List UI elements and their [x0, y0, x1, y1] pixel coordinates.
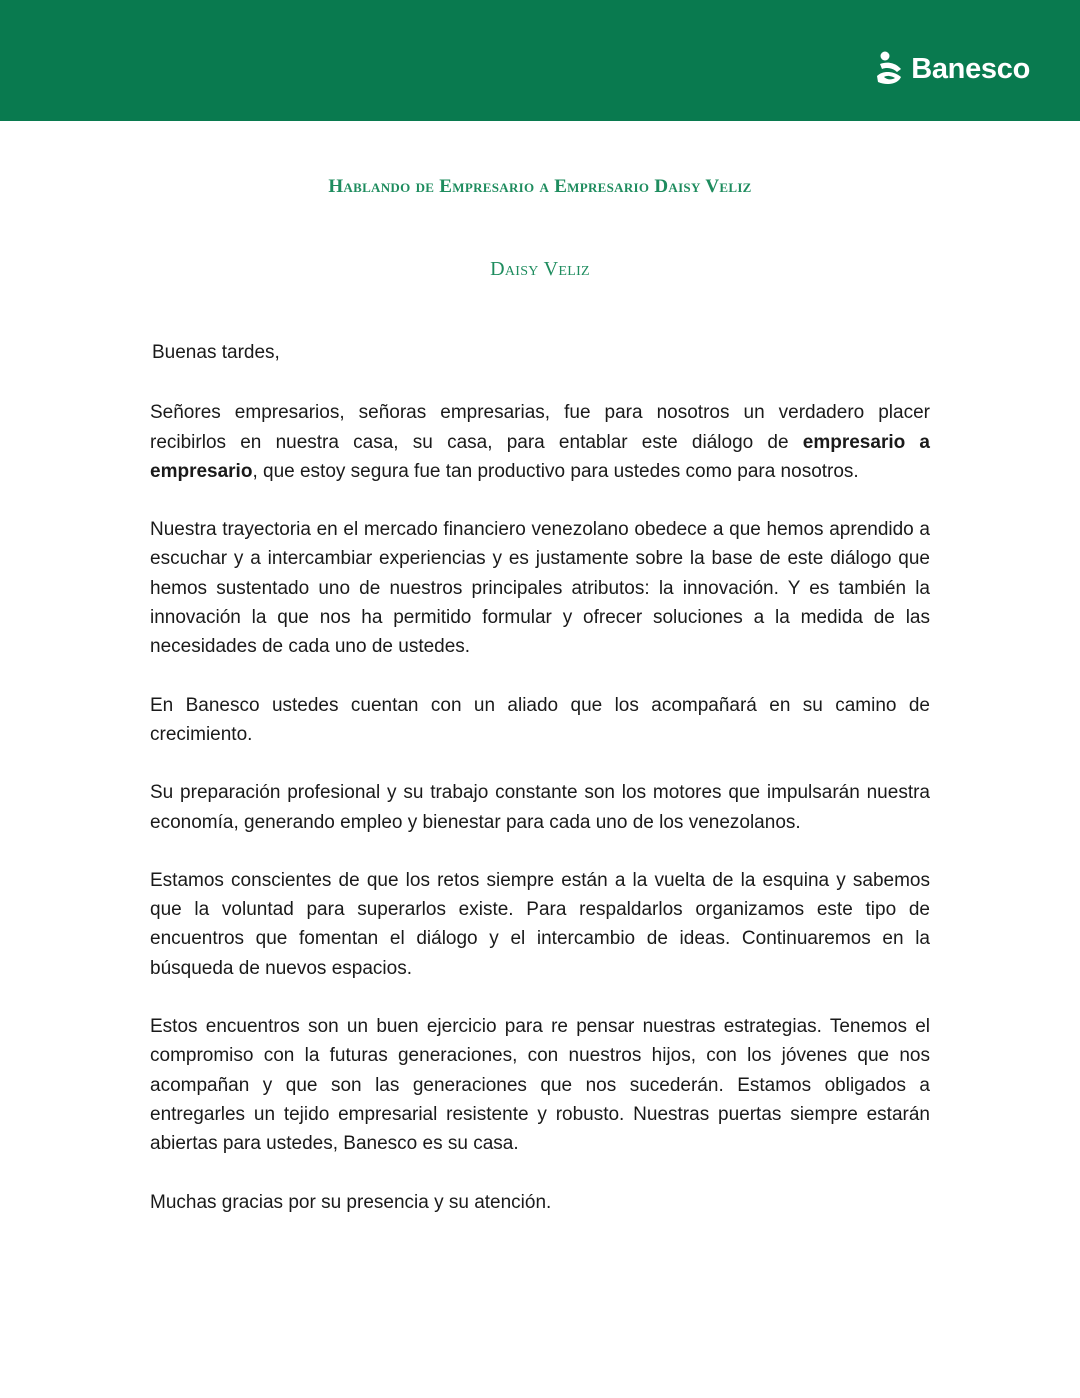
- paragraph-1-emphasis: empresario a empresario: [150, 431, 931, 482]
- banesco-figure-icon: [874, 49, 908, 89]
- paragraph-4: Su preparación profesional y su trabajo constante son los motores que impulsarán nuestra economía, generando empleo y bienestar para cada uno de los venezolanos.: [150, 782, 930, 833]
- brand-name: Banesco: [911, 53, 1030, 85]
- letter-body: [150, 338, 930, 1246]
- closing: Muchas gracias por su presencia y su atención.: [150, 1191, 552, 1213]
- paragraph-2: Nuestra trayectoria en el mercado financiero venezolano obedece a que hemos aprendido a escuchar y a intercambiar experiencias y es justamente sobre la base de este diálogo que hemos sustentado uno de nuestros principales atributos: la innovación. Y es también la innovación la que nos ha permitido formular y ofrecer soluciones a la medida de las necesidades de cada uno de ustedes.: [150, 519, 930, 658]
- paragraph-6: Estos encuentros son un buen ejercicio para re pensar nuestras estrategias. Tenemos el compromiso con la futuras generaciones, con nuestros hijos, con los jóvenes que nos acompañan y que son las generaciones que nos sucederán. Estamos obligados a entregarles un tejido empresarial resistente y robusto. Nuestras puertas siempre estarán abiertas para ustedes, Banesco es su casa.: [150, 1016, 930, 1155]
- paragraph-1-start: Señores empresarios, señoras empresarias, fue para nosotros un verdadero placer recibirlos en nuestra casa, su casa, para entablar este diálogo de: [150, 402, 930, 453]
- paragraph-1: [150, 398, 930, 486]
- page-header: [0, 0, 1080, 121]
- paragraph-1-end: , que estoy segura fue tan productivo para ustedes como para nosotros.: [252, 460, 859, 482]
- paragraph-5: Estamos conscientes de que los retos siempre están a la vuelta de la esquina y sabemos que la voluntad para superarlos existe. Para respaldarlos organizamos este tipo de encuentros que fomentan el diálogo y el intercambio de ideas. Continuaremos en la búsqueda de nuevos espacios.: [150, 869, 930, 979]
- greeting: Buenas tardes,: [152, 342, 280, 363]
- banesco-logo: [874, 49, 1030, 89]
- document-author: Daisy Veliz: [490, 258, 590, 280]
- document-title: Hablando de Empresario a Empresario Daisy Veliz: [328, 176, 752, 197]
- paragraph-3: En Banesco ustedes cuentan con un aliado que los acompañará en su camino de crecimiento.: [150, 694, 930, 745]
